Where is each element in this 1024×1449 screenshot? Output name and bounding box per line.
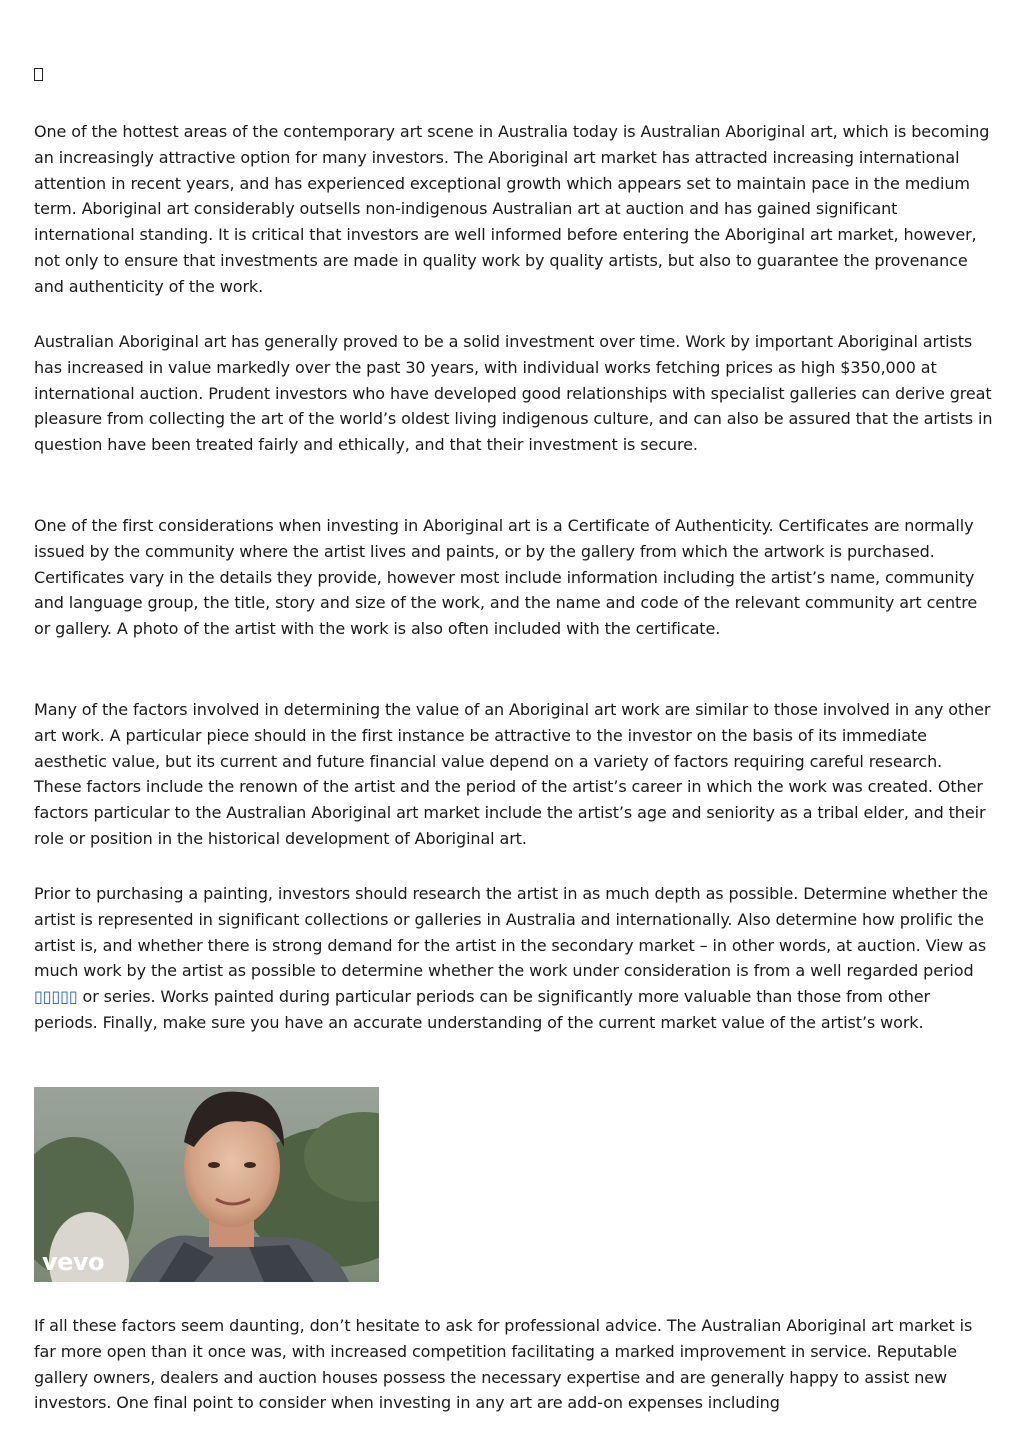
vevo-logo: vevo — [42, 1248, 105, 1276]
paragraph-research — [34, 881, 994, 1036]
research-text-after: or series. Works painted during particular periods can be significantly more valuable than those from other periods. Finally, make sure you have an accurate understanding of the current market value of the artist’s work. — [34, 987, 930, 1032]
paragraph-intro: One of the hottest areas of the contemporary art scene in Australia today is Australian Aboriginal art, which is becoming an increasingly attractive option for many investors. The Aboriginal art market has attracted increasing international attention in recent years, and has experienced exceptional growth which appears set to maintain pace in the medium term. Aboriginal art considerably outsells non-indigenous Australian art at auction and has gained significant international standing. It is critical that investors are well informed before entering the Aboriginal art market, however, not only to ensure that investments are made in quality work by quality artists, but also to guarantee the provenance and authenticity of the work. — [34, 122, 990, 296]
research-text-before: Prior to purchasing a painting, investors should research the artist in as much depth as possible. Determine whether the artist is represented in significant collections or galleries in Australia and internationally. Also determine how prolific the artist is, and whether there is strong demand for the artist in the secondary market – in other words, at auction. View as much work by the artist as possible to determine whether the work under consideration is from a well regarded period — [34, 884, 989, 981]
paragraph-value-factors: Many of the factors involved in determining the value of an Aboriginal art work are similar to those involved in any other art work. A particular piece should in the first instance be attractive to the investor on the basis of its immediate aesthetic value, but its current and future financial value depend on a variety of factors requiring careful research. These factors include the renown of the artist and the period of the artist’s career in which the work was created. Other factors particular to the Australian Aboriginal art market include the artist’s age and seniority as a tribal elder, and their role or position in the historical development of Aboriginal art. — [34, 700, 991, 848]
inline-link[interactable]: ▯▯▯▯▯ — [34, 987, 78, 1007]
paragraph-certificate: One of the first considerations when investing in Aboriginal art is a Certificate of Authenticity. Certificates are normally issued by the community where the artist lives and paints, or by the gallery from which the artwork is purchased. Certificates vary in the details they provide, however most include information including the artist’s name, community and language group, the title, story and size of the work, and the name and code of the relevant community art centre or gallery. A photo of the artist with the work is also often included with the certificate. — [34, 516, 978, 639]
missing-glyph-icon — [34, 68, 43, 81]
paragraph-advice: If all these factors seem daunting, don’t hesitate to ask for professional advice. The Australian Aboriginal art market is far more open than it once was, with increased competition facilitating a marked improvement in service. Reputable gallery owners, dealers and auction houses possess the necessary expertise and are generally happy to assist new investors. One final point to consider when investing in any art are add-on expenses including — [34, 1316, 973, 1413]
paragraph-investment: Australian Aboriginal art has generally proved to be a solid investment over time. Work by important Aboriginal artists has increased in value markedly over the past 30 years, with individual works fetching prices as high $350,000 at international auction. Prudent investors who have developed good relationships with specialist galleries can derive great pleasure from collecting the art of the world’s oldest living indigenous culture, and can also be assured that the artists in question have been treated fairly and ethically, and that their investment is secure. — [34, 332, 993, 455]
video-thumbnail[interactable] — [34, 1087, 379, 1282]
